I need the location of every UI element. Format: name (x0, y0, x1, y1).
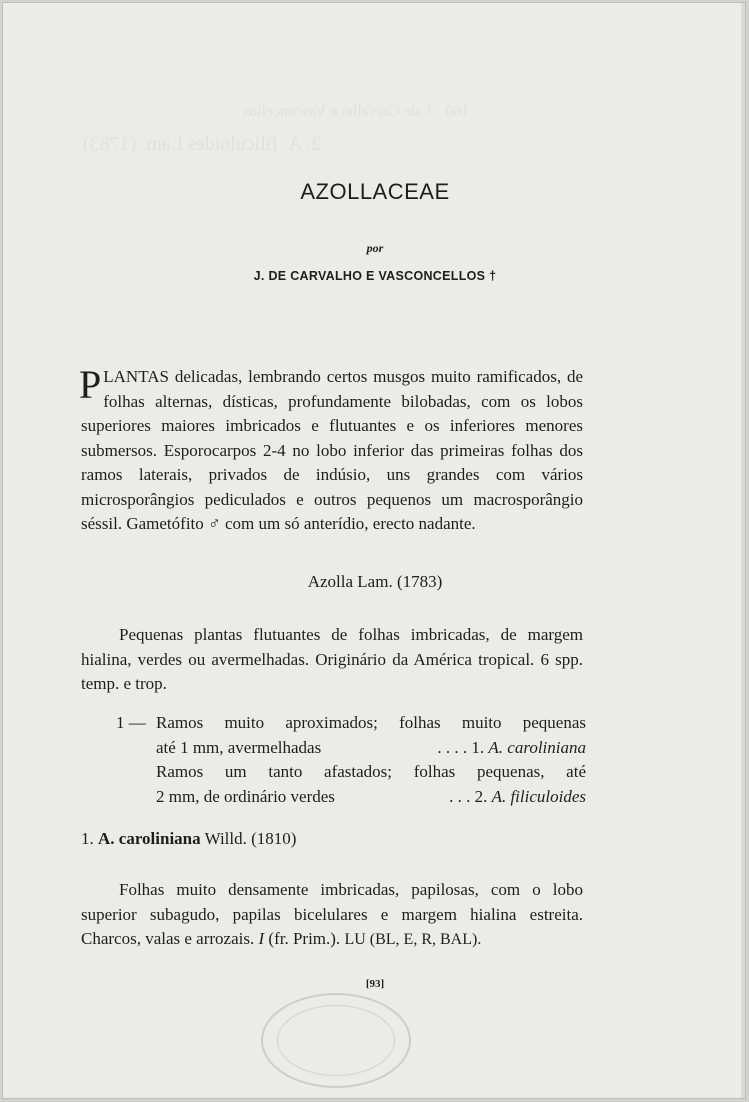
author-name: J. DE CARVALHO E VASCONCELLOS † (253, 269, 497, 283)
genus-name: Azolla (307, 572, 354, 591)
key-line (116, 711, 586, 736)
drop-cap: P (79, 362, 102, 407)
library-stamp (261, 993, 411, 1088)
family-description (79, 362, 583, 537)
genus-description: Pequenas plantas flutuantes de folhas imbricadas, de margem hialina, verdes ou avermelhadas. Originário da América tropical. 6 spp. temp. e trop. (81, 625, 583, 693)
identification-key (116, 711, 586, 809)
key-text: Ramos um tanto afastados; folhas pequenas, até (156, 762, 586, 781)
key-dots: . . . (449, 786, 471, 806)
genus-authority: Lam. (1783) (357, 572, 443, 591)
key-text: até 1 mm, avermelhadas (156, 737, 322, 757)
key-text: 2 mm, de ordinário verdes (156, 786, 335, 806)
byline: por (366, 241, 384, 255)
species-name: A. caroliniana (98, 829, 201, 848)
key-number: 1 — (116, 713, 146, 732)
key-dots: . . . . (437, 737, 468, 757)
page (2, 2, 746, 1099)
show-through-text: 2. A. filiculoides Lam. (1783) (83, 133, 322, 155)
distribution-note: (fr. Prim.). (268, 929, 341, 948)
key-text: Ramos muito aproximados; folhas muito pequenas (156, 713, 586, 732)
key-result-name: A. filiculoides (491, 786, 586, 806)
genus-heading (3, 572, 746, 592)
key-line (116, 760, 586, 785)
key-result-number: 1. (471, 737, 485, 757)
key-result-number: 2. (474, 786, 488, 806)
page-title: AZOLLACEAE (300, 179, 450, 204)
species-authority: Willd. (1810) (204, 829, 297, 848)
page-number: [93] (365, 978, 385, 990)
show-through-text: 160 J. de Carvalho e Vasconcellos (243, 103, 470, 120)
distribution-roman: I (258, 929, 265, 948)
family-description-text: LANTAS delicadas, lembrando certos musgos muito ramificados, de folhas alternas, dísticas, profundamente bilobadas, com os lobos superiores maiores imbricados e flutuantes e os inferiores menores submersos. Esporocarpos 2-4 no lobo inferior das primeiras folhas dos ramos laterais, privados de indúsio, uns grandes com vários microsporângios pediculados e outros pequenos um macrosporângio séssil. Gametófito ♂ com um só anterídio, erecto nadante. (81, 367, 583, 533)
key-line (116, 736, 586, 761)
key-result-name: A. caroliniana (488, 737, 586, 757)
species-heading (81, 829, 296, 849)
species-description-text: Folhas muito densamente imbricadas, papilosas, com o lobo superior subagudo, papilas bicelulares e margem hialina estreita. Charcos, valas e arrozais. (81, 880, 583, 948)
species-description (81, 878, 583, 953)
distribution-codes: LU (BL, E, R, BAL). (344, 931, 482, 948)
species-number: 1. (81, 829, 94, 848)
key-line (116, 785, 586, 810)
page-edge (741, 3, 745, 1098)
